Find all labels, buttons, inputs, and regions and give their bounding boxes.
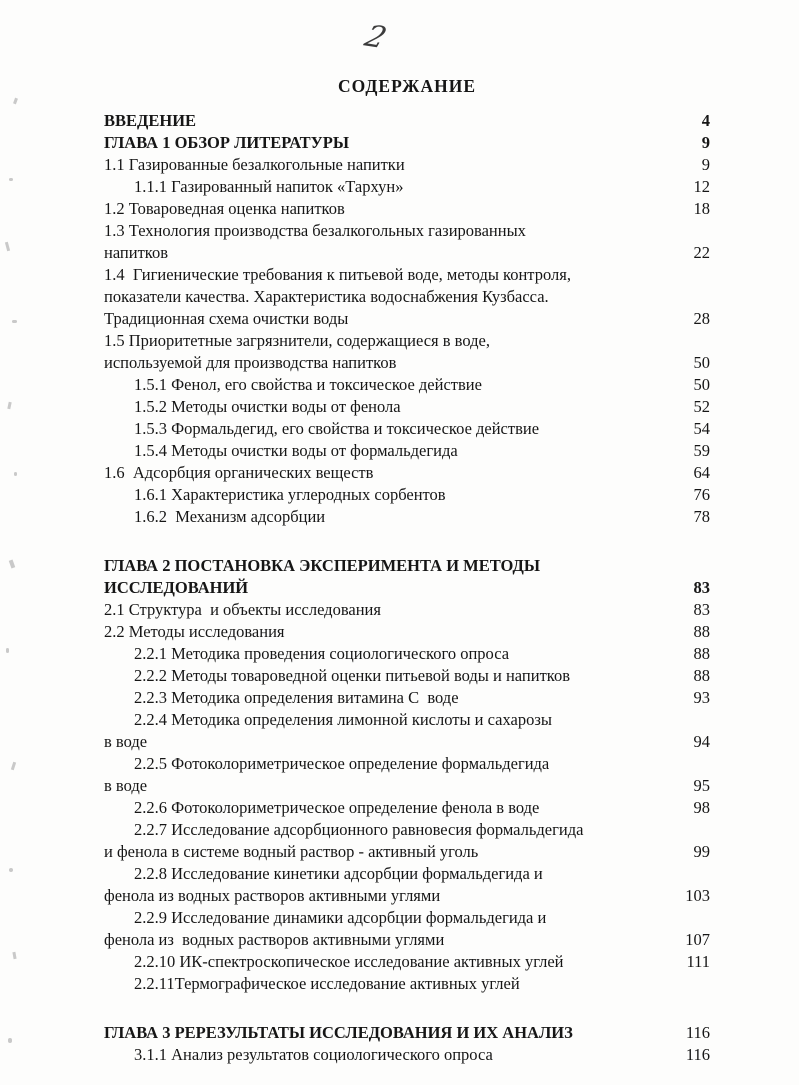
entry-lines: [104, 506, 710, 528]
entry-page-number: 54: [693, 419, 710, 438]
page-title: СОДЕРЖАНИЕ: [337, 76, 476, 96]
entry-page-number: 78: [693, 507, 710, 526]
entry-text: 2.2.6 Фотоколориметрическое определение фенола в воде: [134, 798, 540, 817]
entry-page-number: 83: [693, 578, 710, 597]
entry-text: ИССЛЕДОВАНИЙ: [104, 578, 249, 597]
entry-page-number: 50: [693, 353, 710, 372]
toc-content: [104, 76, 710, 1066]
entry-text: 2.2.2 Методы товароведной оценки питьевой воды и напитков: [134, 666, 570, 685]
toc-line: [104, 396, 710, 418]
entry-text: 1.6 Адсорбция органических веществ: [104, 463, 374, 482]
toc-line: [104, 753, 710, 775]
toc-entry: [104, 506, 710, 528]
toc-entry: [104, 753, 710, 797]
entry-lines: [104, 462, 710, 484]
entry-text: ГЛАВА 3 РЕРЕЗУЛЬТАТЫ ИССЛЕДОВАНИЯ И ИХ АНАЛИЗ: [104, 1023, 573, 1042]
toc-entry: [104, 621, 710, 643]
entry-text: и фенола в системе водный раствор - активный уголь: [104, 842, 479, 861]
toc-line: [104, 418, 710, 440]
toc-line: [104, 841, 710, 863]
toc-entries: [104, 110, 710, 1066]
section-gap: [104, 995, 710, 1022]
entry-text: 2.1 Структура и объекты исследования: [104, 600, 381, 619]
entry-lines: [104, 709, 710, 753]
entry-lines: [104, 198, 710, 220]
toc-line: [104, 154, 710, 176]
entry-page-number: 52: [693, 397, 710, 416]
entry-lines: [104, 665, 710, 687]
entry-page-number: 64: [693, 463, 710, 482]
scan-artifact-mark: [9, 560, 15, 569]
entry-page-number: 76: [693, 485, 710, 504]
entry-lines: [104, 907, 710, 951]
toc-entry: [104, 110, 710, 132]
entry-page-number: 98: [693, 798, 710, 817]
entry-lines: [104, 819, 710, 863]
entry-page-number: 95: [693, 776, 710, 795]
scan-artifact-mark: [11, 762, 16, 771]
toc-entry: [104, 396, 710, 418]
entry-text: 2.2.1 Методика проведения социологического опроса: [134, 644, 510, 663]
entry-lines: [104, 440, 710, 462]
entry-page-number: 4: [701, 111, 710, 130]
entry-lines: [104, 797, 710, 819]
entry-lines: [104, 154, 710, 176]
entry-page-number: 88: [693, 622, 710, 641]
toc-line: [104, 907, 710, 929]
entry-page-number: 59: [693, 441, 710, 460]
toc-line: [104, 176, 710, 198]
scan-artifact-mark: [6, 648, 9, 653]
entry-text: 1.6.1 Характеристика углеродных сорбентов: [134, 485, 446, 504]
scan-artifact-mark: [5, 242, 10, 251]
toc-line: [104, 665, 710, 687]
toc-line: [104, 819, 710, 841]
toc-line: [104, 577, 710, 599]
toc-entry: [104, 374, 710, 396]
entry-text: ГЛАВА 2 ПОСТАНОВКА ЭКСПЕРИМЕНТА И МЕТОДЫ: [104, 556, 541, 575]
entry-text: 2.2.4 Методика определения лимонной кислоты и сахарозы: [134, 710, 552, 729]
entry-text: показатели качества. Характеристика водоснабжения Кузбасса.: [104, 287, 549, 306]
entry-page-number: 83: [693, 600, 710, 619]
entry-text: Традиционная схема очистки воды: [104, 309, 349, 328]
toc-line: [104, 929, 710, 951]
toc-line: [104, 797, 710, 819]
entry-lines: [104, 555, 710, 599]
entry-page-number: 116: [685, 1045, 710, 1064]
toc-line: [104, 973, 710, 995]
entry-lines: [104, 973, 710, 995]
entry-lines: [104, 753, 710, 797]
entry-text: 1.4 Гигиенические требования к питьевой воде, методы контроля,: [104, 265, 571, 284]
entry-lines: [104, 418, 710, 440]
entry-lines: [104, 643, 710, 665]
toc-line: [104, 264, 710, 286]
toc-entry: [104, 863, 710, 907]
toc-line: [104, 286, 710, 308]
toc-line: [104, 555, 710, 577]
entry-page-number: 22: [693, 243, 710, 262]
toc-entry: [104, 819, 710, 863]
toc-line: [104, 330, 710, 352]
toc-entry: [104, 484, 710, 506]
entry-lines: [104, 621, 710, 643]
toc-entry: [104, 665, 710, 687]
entry-page-number: 93: [693, 688, 710, 707]
scan-artifact-mark: [7, 402, 11, 409]
entry-text: 1.5.3 Формальдегид, его свойства и токсическое действие: [134, 419, 540, 438]
toc-entry: [104, 418, 710, 440]
entry-lines: [104, 599, 710, 621]
toc-entry: [104, 555, 710, 599]
entry-page-number: 28: [693, 309, 710, 328]
entry-page-number: 103: [685, 886, 710, 905]
entry-text: 2.2.8 Исследование кинетики адсорбции формальдегида и: [134, 864, 543, 883]
toc-line: [104, 484, 710, 506]
entry-text: 2.2.11Термографическое исследование активных углей: [134, 974, 520, 993]
toc-entry: [104, 154, 710, 176]
scan-artifact-mark: [8, 1038, 12, 1043]
entry-page-number: 99: [693, 842, 710, 861]
toc-line: [104, 687, 710, 709]
toc-entry: [104, 198, 710, 220]
entry-lines: [104, 264, 710, 330]
toc-line: [104, 643, 710, 665]
entry-text: 1.2 Товароведная оценка напитков: [104, 199, 345, 218]
entry-text: 2.2 Методы исследования: [104, 622, 285, 641]
toc-line: [104, 308, 710, 330]
entry-text: используемой для производства напитков: [104, 353, 397, 372]
entry-page-number: 50: [693, 375, 710, 394]
toc-entry: [104, 462, 710, 484]
toc-line: [104, 863, 710, 885]
toc-entry: [104, 643, 710, 665]
entry-page-number: 94: [693, 732, 710, 751]
toc-line: [104, 110, 710, 132]
toc-entry: [104, 132, 710, 154]
toc-line: [104, 132, 710, 154]
section-gap: [104, 528, 710, 555]
entry-page-number: 88: [693, 666, 710, 685]
toc-line: [104, 775, 710, 797]
toc-line: [104, 621, 710, 643]
entry-lines: [104, 132, 710, 154]
toc-entry: [104, 176, 710, 198]
entry-text: 2.2.3 Методика определения витамина С воде: [134, 688, 459, 707]
entry-lines: [104, 687, 710, 709]
entry-page-number: 107: [685, 930, 710, 949]
toc-entry: [104, 709, 710, 753]
toc-line: [104, 198, 710, 220]
entry-page-number: 88: [693, 644, 710, 663]
toc-entry: [104, 599, 710, 621]
entry-text: 1.1.1 Газированный напиток «Тархун»: [134, 177, 404, 196]
scan-artifact-mark: [9, 868, 13, 872]
entry-lines: [104, 1022, 710, 1044]
toc-entry: [104, 220, 710, 264]
toc-line: [104, 352, 710, 374]
entry-lines: [104, 330, 710, 374]
entry-text: 1.5.4 Методы очистки воды от формальдегида: [134, 441, 458, 460]
toc-line: [104, 440, 710, 462]
toc-line: [104, 374, 710, 396]
entry-lines: [104, 484, 710, 506]
entry-text: 3.1.1 Анализ результатов социологического опроса: [134, 1045, 493, 1064]
entry-page-number: 9: [701, 155, 710, 174]
entry-text: ГЛАВА 1 ОБЗОР ЛИТЕРАТУРЫ: [104, 133, 350, 152]
entry-text: 1.5.1 Фенол, его свойства и токсическое действие: [134, 375, 482, 394]
toc-entry: [104, 330, 710, 374]
scan-artifact-mark: [12, 952, 16, 959]
entry-text: 2.2.10 ИК-спектроскопическое исследование активных углей: [134, 952, 564, 971]
entry-lines: [104, 110, 710, 132]
toc-line: [104, 1044, 710, 1066]
entry-text: 1.5.2 Методы очистки воды от фенола: [134, 397, 401, 416]
entry-lines: [104, 951, 710, 973]
entry-text: в воде: [104, 732, 148, 751]
toc-entry: [104, 797, 710, 819]
entry-text: 1.5 Приоритетные загрязнители, содержащиеся в воде,: [104, 331, 490, 350]
handwritten-page-number: 2: [360, 19, 391, 56]
entry-text: 1.6.2 Механизм адсорбции: [134, 507, 326, 526]
toc-line: [104, 506, 710, 528]
toc-line: [104, 885, 710, 907]
toc-entry: [104, 973, 710, 995]
entry-page-number: 111: [686, 952, 710, 971]
toc-line: [104, 709, 710, 731]
scan-artifact-mark: [12, 320, 17, 323]
entry-page-number: 18: [693, 199, 710, 218]
entry-text: в воде: [104, 776, 148, 795]
toc-line: [104, 731, 710, 753]
scan-artifact-mark: [9, 178, 13, 181]
entry-page-number: 9: [701, 133, 710, 152]
toc-line: [104, 1022, 710, 1044]
toc-line: [104, 951, 710, 973]
entry-text: напитков: [104, 243, 169, 262]
entry-lines: [104, 176, 710, 198]
entry-text: ВВЕДЕНИЕ: [104, 111, 197, 130]
entry-text: 1.3 Технология производства безалкогольных газированных: [104, 221, 526, 240]
entry-text: 2.2.9 Исследование динамики адсорбции формальдегида и: [134, 908, 547, 927]
entry-lines: [104, 863, 710, 907]
entry-lines: [104, 1044, 710, 1066]
entry-page-number: 116: [685, 1023, 710, 1042]
toc-entry: [104, 907, 710, 951]
entry-page-number: 12: [693, 177, 710, 196]
entry-lines: [104, 374, 710, 396]
entry-text: 2.2.5 Фотоколориметрическое определение формальдегида: [134, 754, 550, 773]
toc-line: [104, 220, 710, 242]
toc-line: [104, 462, 710, 484]
entry-text: фенола из водных растворов активными углями: [104, 886, 441, 905]
entry-lines: [104, 396, 710, 418]
toc-entry: [104, 687, 710, 709]
toc-entry: [104, 951, 710, 973]
toc-entry: [104, 264, 710, 330]
scan-artifact-mark: [14, 472, 17, 476]
entry-text: 2.2.7 Исследование адсорбционного равновесия формальдегида: [134, 820, 584, 839]
toc-line: [104, 242, 710, 264]
toc-entry: [104, 440, 710, 462]
entry-text: 1.1 Газированные безалкогольные напитки: [104, 155, 405, 174]
scan-artifact-mark: [13, 98, 18, 105]
toc-line: [104, 599, 710, 621]
toc-entry: [104, 1044, 710, 1066]
toc-entry: [104, 1022, 710, 1044]
entry-lines: [104, 220, 710, 264]
entry-text: фенола из водных растворов активными углями: [104, 930, 445, 949]
